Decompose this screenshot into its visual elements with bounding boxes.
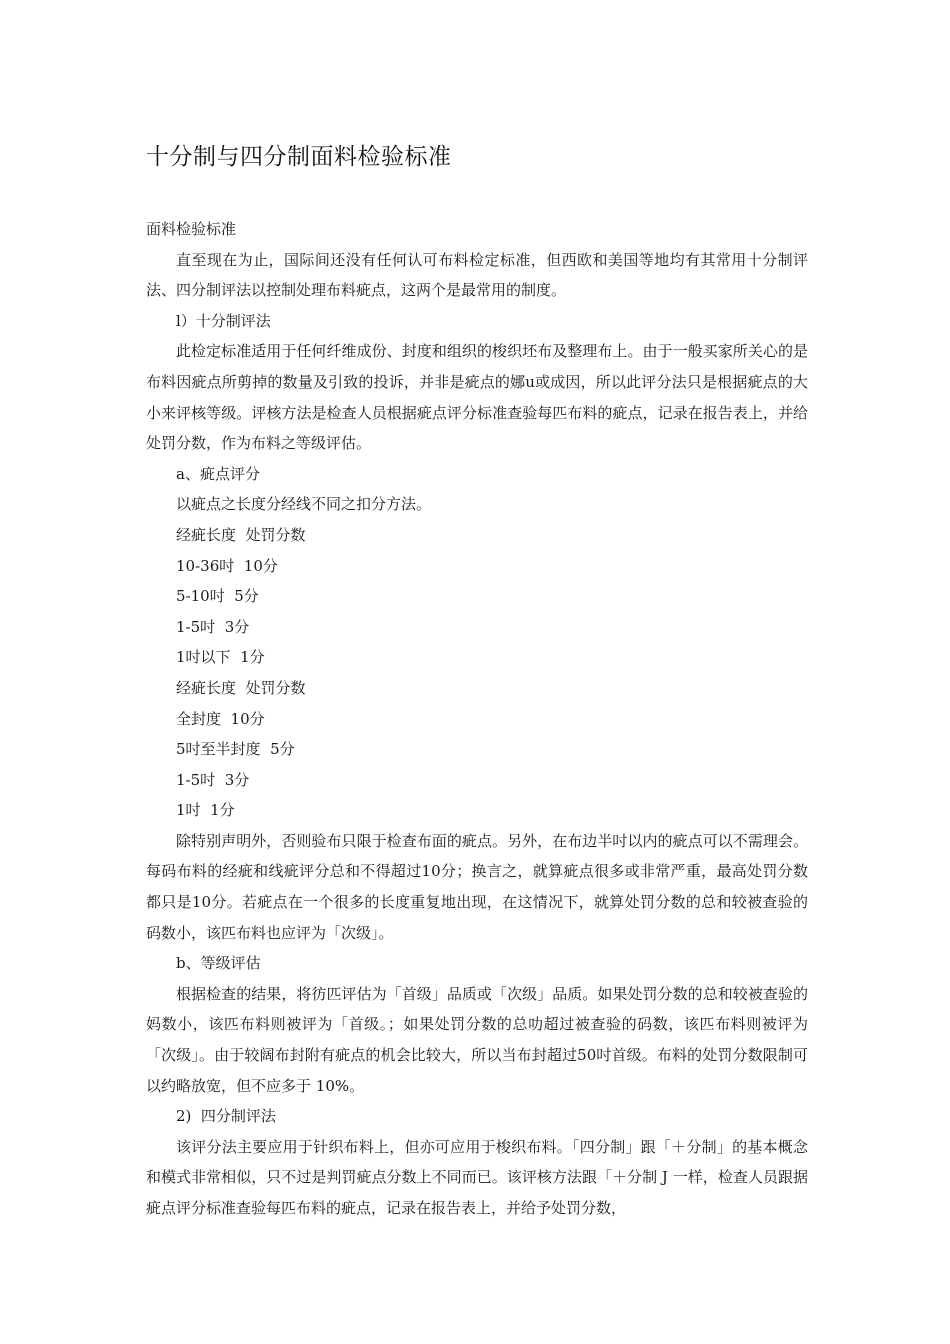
section-heading: 面料检验标准	[146, 220, 237, 238]
list-item: 1-5吋 3分	[176, 770, 250, 789]
document-body	[146, 214, 808, 1224]
intro-paragraph: 直至现在为止，国际间还没有任何认可布料检定标准，但西欧和美国等地均有其常用十分制评法、四分制评法以控制处理布料疵点，这两个是最常用的制度。	[146, 250, 808, 300]
list-item: 10-36吋 10分	[176, 556, 278, 575]
page-title: 十分制与四分制面料检验标准	[146, 144, 452, 170]
list-item: 经疵长度 处罚分数	[176, 525, 306, 544]
heading-four-point: 2) 四分制评法	[176, 1107, 276, 1126]
list-item: 5吋至半封度 5分	[176, 740, 295, 759]
defect-scoring-paragraph: 以疵点之长度分经线不同之扣分方法。	[176, 495, 432, 514]
heading-grade-evaluation: b、等级评估	[176, 954, 261, 973]
heading-ten-point: l）十分制评法	[176, 311, 271, 330]
ten-point-paragraph: 此检定标准适用于任何纤维成份、封度和组织的梭织坯布及整理布上。由于一般买家所关心的是布料因疵点所剪掉的数量及引致的投诉，并非是疵点的娜u或成因，所以此评分法只是根据疵点的大小来评核等级。评核方法是检查人员根据疵点评分标准查验每匹布料的疵点，记录在报告表上，并给处罚分数，作为布料之等级评估。	[146, 342, 808, 453]
list-item: 全封度 10分	[176, 709, 265, 728]
list-item: 1吋以下 1分	[176, 648, 265, 667]
list-item: 经疵长度 处罚分数	[176, 678, 306, 697]
grade-evaluation-paragraph: 根据检查的结果，将彷匹评估为「首级」品质或「次级」品质。如果处罚分数的总和较被查验的妈数小，该匹布料则被评为「首级。；如果处罚分数的总叻超过被查验的码数，该匹布料则被评为「次级」。由于较阔布封附有疵点的机会比较大，所以当布封超过50吋首级。布料的处罚分数限制可以约略放宽，但不应多于 10%。	[146, 984, 808, 1095]
list-item: 5-10吋 5分	[176, 587, 259, 606]
exception-paragraph: 除特别声明外，否则验布只限于检查布面的疵点。另外，在布边半吋以内的疵点可以不需理会。每码布料的经疵和线疵评分总和不得超过10分；换言之，就算疵点很多或非常严重，最高处罚分数都只是10分。若疵点在一个很多的长度重复地出现，在这情况下，就算处罚分数的总和较被查验的码数小，该匹布料也应评为「次级」。	[146, 831, 808, 942]
list-item: 1吋 1分	[176, 801, 235, 820]
heading-defect-scoring: a、疵点评分	[176, 464, 260, 483]
four-point-paragraph: 该评分法主要应用于针织布料上，但亦可应用于梭织布料。「四分制」跟「＋分制」的基本概念和模式非常相似，只不过是判罚疵点分数上不同而已。该评核方法跟「＋分制 J 一样，检查人员跟据疵点评分标准查验每匹布料的疵点，记录在报告表上，并给予处罚分数，	[146, 1137, 808, 1217]
list-item: 1-5吋 3分	[176, 617, 250, 636]
